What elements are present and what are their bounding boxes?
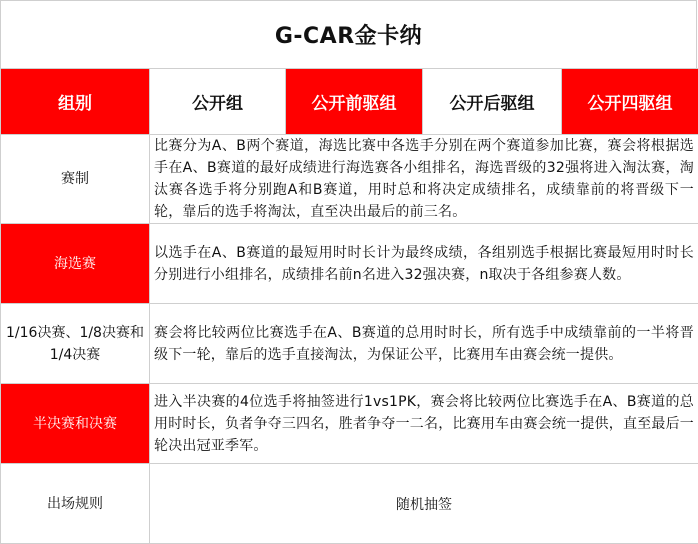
row-label-order: 出场规则 [1, 464, 150, 544]
header-row [1, 69, 698, 135]
group-open-fwd: 公开前驱组 [286, 69, 423, 135]
row-label-format: 赛制 [1, 135, 150, 224]
row-text-knockout: 赛会将比较两位比赛选手在A、B赛道的总用时时长，所有选手中成绩靠前的一半将晋级下一轮，靠后的选手直接淘汰，为保证公平，比赛用车由赛会统一提供。 [150, 304, 698, 384]
group-open: 公开组 [150, 69, 286, 135]
row-text-finals: 进入半决赛的4位选手将抽签进行1vs1PK，赛会将比较两位比赛选手在A、B赛道的总用时时长，负者争夺三四名，胜者争夺一二名，比赛用车由赛会统一提供，直至最后一轮决出冠亚季军。 [150, 384, 698, 464]
table-row [1, 384, 698, 464]
rules-table [0, 68, 698, 544]
table-row [1, 135, 698, 224]
group-open-awd: 公开四驱组 [562, 69, 698, 135]
row-text-audition: 以选手在A、B赛道的最短用时时长计为最终成绩，各组别选手根据比赛最短用时时长分别进行小组排名，成绩排名前n名进入32强决赛，n取决于各组参赛人数。 [150, 224, 698, 304]
row-label-finals: 半决赛和决赛 [1, 384, 150, 464]
group-open-rwd: 公开后驱组 [423, 69, 562, 135]
row-text-order: 随机抽签 [150, 464, 698, 544]
table-row [1, 224, 698, 304]
row-label-audition: 海选赛 [1, 224, 150, 304]
row-text-format: 比赛分为A、B两个赛道，海选比赛中各选手分别在两个赛道参加比赛，赛会将根据选手在A、B赛道的最好成绩进行海选赛各小组排名，海选晋级的32强将进入淘汰赛，淘汰赛各选手将分别跑A和B赛道，用时总和将决定成绩排名，成绩靠前的将晋级下一轮，靠后的选手将淘汰，直至决出最后的前三名。 [150, 135, 698, 224]
group-header-cell: 组别 [1, 69, 150, 135]
table-row [1, 304, 698, 384]
page-title: G-CAR金卡纳 [0, 0, 697, 68]
row-label-knockout: 1/16决赛、1/8决赛和1/4决赛 [1, 304, 150, 384]
